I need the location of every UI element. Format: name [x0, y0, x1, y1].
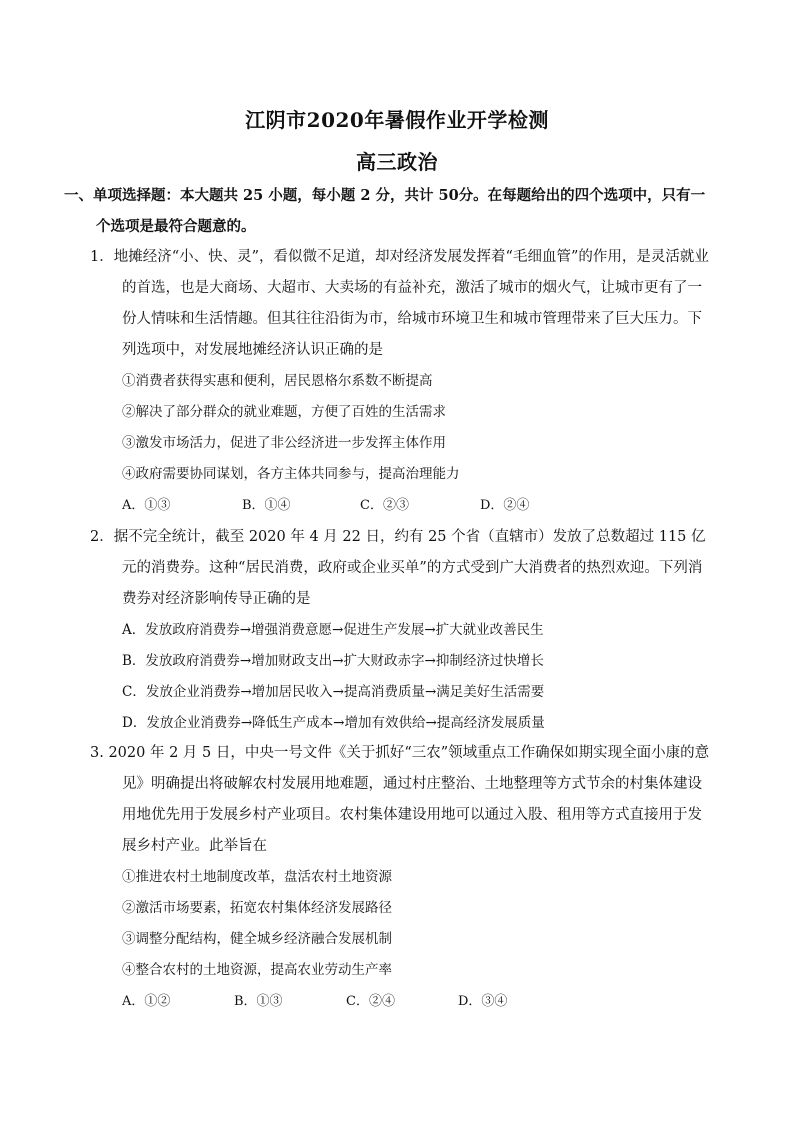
- question-1-stem: 1．地摊经济“小、快、灵”，看似微不足道，却对经济发展发挥着“毛细血管”的作用，是灵活就业的首选，也是大商场、大超市、大卖场的有益补充，激活了城市的烟火气，让城市更有了一份人情味和生活情趣。但其往往沿街为市，给城市环境卫生和城市管理带来了巨大压力。下列选项中，对发展地摊经济认识正确的是: [90, 249, 709, 358]
- question-3-choice-c[interactable]: C．②④: [346, 994, 395, 1009]
- question-1-item-1: ①消费者获得实惠和便利，居民恩格尔系数不断提高: [122, 373, 433, 389]
- question-2-option-a[interactable]: A．发放政府消费券→增强消费意愿→促进生产发展→扩大就业改善民生: [122, 622, 544, 638]
- question-3-stem: 3. 2020 年 2 月 5 日，中央一号文件《关于抓好“三农”领域重点工作确保如期实现全面小康的意见》明确提出将破解农村发展用地难题，通过村庄整治、土地整理等方式节余的村集体建设用地优先用于发展乡村产业项目。农村集体建设用地可以通过入股、租用等方式直接用于发展乡村产业。此举旨在: [90, 745, 710, 854]
- question-1-choice-a[interactable]: A．①③: [122, 498, 171, 513]
- question-3-choices: [90, 986, 710, 1017]
- question-1-choice-c[interactable]: C．②③: [360, 498, 409, 513]
- question-1-choices: [90, 490, 710, 521]
- section-heading-line1: 一、单项选择题：本大题共 25 小题，每小题 2 分，共计 50分。在每题给出的四个选项中，只有一: [64, 187, 706, 204]
- question-3-choice-b[interactable]: B．①③: [234, 994, 283, 1009]
- question-3: [90, 738, 710, 1017]
- question-1-item-2: ②解决了部分群众的就业难题，方便了百姓的生活需求: [122, 404, 446, 420]
- question-3-item-2: ②激活市场要素，拓宽农村集体经济发展路径: [122, 900, 392, 916]
- question-1-item-4: ④政府需要协同谋划，各方主体共同参与，提高治理能力: [122, 466, 460, 482]
- question-2: [90, 522, 710, 739]
- question-2-option-b[interactable]: B．发放政府消费券→增加财政支出→扩大财政赤字→抑制经济过快增长: [122, 653, 544, 669]
- question-2-option-d[interactable]: D．发放企业消费券→降低生产成本→增加有效供给→提高经济发展质量: [122, 715, 545, 731]
- section-heading-line2: 个选项是最符合题意的。: [96, 218, 256, 235]
- question-3-item-3: ③调整分配结构，健全城乡经济融合发展机制: [122, 931, 392, 947]
- question-1: [90, 242, 710, 521]
- question-3-item-1: ①推进农村土地制度改革，盘活农村土地资源: [122, 869, 392, 885]
- question-2-option-c[interactable]: C．发放企业消费券→增加居民收入→提高消费质量→满足美好生活需要: [122, 684, 545, 700]
- question-1-item-3: ③激发市场活力，促进了非公经济进一步发挥主体作用: [122, 435, 446, 451]
- question-2-stem: 2．据不完全统计，截至 2020 年 4 月 22 日，约有 25 个省（直辖市）发放了总数超过 115 亿元的消费券。这种“居民消费，政府或企业买单”的方式受到广大消费者的热烈欢迎。下列消费券对经济影响传导正确的是: [90, 529, 706, 607]
- question-3-choice-a[interactable]: A．①②: [122, 994, 171, 1009]
- exam-title: 江阴市2020年暑假作业开学检测: [245, 108, 549, 132]
- question-3-choice-d[interactable]: D．③④: [458, 994, 508, 1009]
- section-heading: [64, 180, 706, 242]
- question-1-choice-b[interactable]: B．①④: [242, 498, 291, 513]
- exam-subtitle: 高三政治: [356, 150, 438, 174]
- question-3-item-4: ④整合农村的土地资源，提高农业劳动生产率: [122, 962, 392, 978]
- question-1-choice-d[interactable]: D．②④: [480, 498, 530, 513]
